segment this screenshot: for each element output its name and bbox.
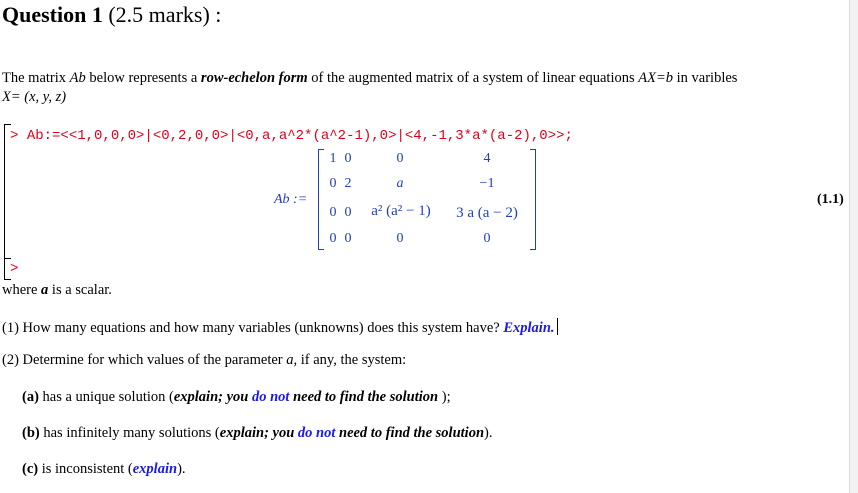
question-heading: [2, 2, 221, 28]
matrix-cell: 0: [344, 231, 352, 246]
command-text[interactable]: Ab:=<<1,0,0,0>|<0,2,0,0>|<0,a,a^2*(a^2-1),0>|<4,-1,3*a*(a-2),0>>;: [26, 128, 573, 144]
question-2c-explain: explain: [132, 461, 178, 477]
intro-text: [2, 70, 737, 87]
question-2: [2, 352, 406, 369]
text-cursor: [557, 318, 558, 335]
matrix-cell: 1: [329, 151, 337, 166]
matrix-label: Ab :=: [274, 192, 308, 207]
question-2c-end: ).: [177, 461, 186, 477]
equation-number: (1.1): [817, 192, 844, 207]
intro-part3: of the augmented matrix of a system of linear equations: [307, 70, 639, 86]
scalar-note: [2, 282, 112, 299]
empty-prompt[interactable]: >: [10, 261, 19, 277]
matrix-cell: 0: [344, 205, 352, 220]
matrix-right-bracket: [530, 149, 536, 250]
matrix-cell: a² (a² − 1): [371, 203, 431, 219]
intro-vars: X= (x, y, z): [2, 89, 67, 105]
intro-ref: row-echelon form: [200, 70, 308, 86]
scalar-note-a: a: [41, 282, 49, 298]
matrix-cell: −1: [479, 176, 495, 191]
prompt-symbol: >: [10, 128, 19, 144]
question-2a-rest: need to find the solution: [289, 389, 439, 405]
question-2c-label: (c): [22, 461, 39, 477]
intro-part2: below represents a: [85, 70, 201, 86]
matrix-cell: 4: [483, 151, 491, 166]
intro-part1: The matrix: [2, 70, 70, 86]
question-2-text2: , if any, the system:: [293, 352, 407, 368]
intro-part4: in varibles: [673, 70, 738, 86]
matrix-cell: 2: [344, 176, 352, 191]
matrix-cell: 0: [329, 176, 337, 191]
question-2a-donot: do not: [251, 389, 290, 405]
question-1-explain: Explain.: [503, 320, 555, 336]
question-2-text: (2) Determine for which values of the parameter: [2, 352, 287, 368]
matrix-cell: 0: [329, 231, 337, 246]
execution-group-bracket[interactable]: [4, 124, 11, 271]
matrix-cell: 0: [329, 205, 337, 220]
question-2b-explain: explain; you: [219, 425, 298, 441]
question-2b-label: (b): [22, 425, 40, 441]
matrix-cell: 0: [396, 231, 404, 246]
matrix-cell: a: [396, 176, 404, 191]
question-2a-end: );: [438, 389, 451, 405]
question-2c: [22, 461, 186, 478]
matrix-cell: 0: [396, 151, 404, 166]
question-2b-donot: do not: [297, 425, 336, 441]
question-2c-text: is inconsistent (: [38, 461, 133, 477]
scalar-note-pre: where: [2, 282, 42, 298]
question-2a: [22, 389, 451, 406]
question-number: Question 1: [2, 2, 103, 27]
vertical-scrollbar[interactable]: [849, 0, 858, 493]
maple-command-line[interactable]: [10, 128, 573, 144]
question-2b: [22, 425, 493, 442]
question-2a-label: (a): [22, 389, 39, 405]
scalar-note-post: is a scalar.: [48, 282, 112, 298]
intro-ab: Ab: [69, 70, 86, 86]
question-2a-explain: explain; you: [173, 389, 252, 405]
question-2b-rest: need to find the solution: [335, 425, 485, 441]
question-2-a: a: [286, 352, 294, 368]
matrix-cell: 0: [483, 231, 491, 246]
matrix-cell: 3 a (a − 2): [456, 205, 518, 221]
question-1-text: (1) How many equations and how many variables (unknowns) does this system have?: [2, 320, 504, 336]
matrix-cell: 0: [344, 151, 352, 166]
question-2a-text: has a unique solution (: [38, 389, 174, 405]
matrix-left-bracket: [318, 149, 324, 250]
question-marks: (2.5 marks) :: [108, 2, 222, 27]
question-2b-text: has infinitely many solutions (: [39, 425, 220, 441]
question-2b-end: ).: [484, 425, 493, 441]
question-1: [2, 318, 558, 337]
intro-eq: AX=b: [638, 70, 673, 86]
